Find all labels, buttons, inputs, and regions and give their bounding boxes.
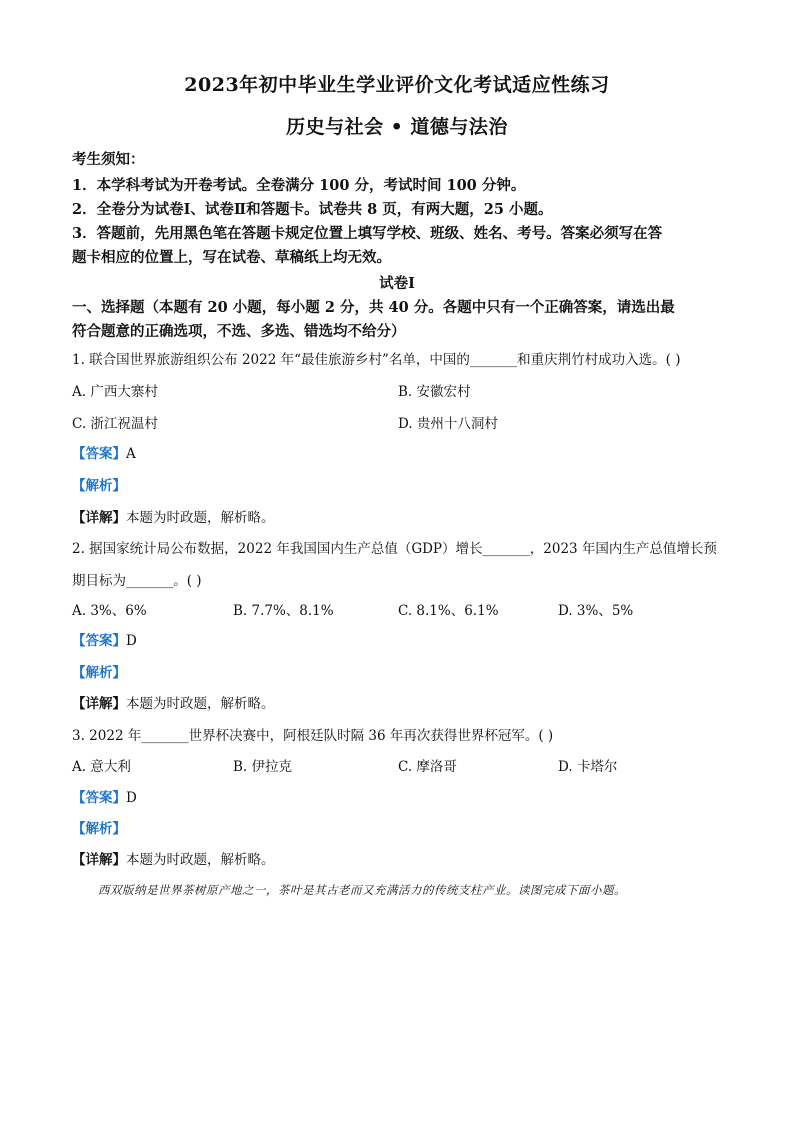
q1-option-b: B. 安徽宏村 xyxy=(398,384,471,400)
q3-detail xyxy=(72,848,275,868)
notice-item-2: 2．全卷分为试卷Ⅰ、试卷Ⅱ和答题卡。试卷共 8 页，有两大题，25 小题。 xyxy=(72,201,553,218)
q3-option-c: C. 摩洛哥 xyxy=(398,759,457,775)
exam-title: 2023年初中毕业生学业评价文化考试适应性练习 xyxy=(184,74,610,96)
q2-answer-label: 【答案】 xyxy=(72,633,126,649)
q2-option-b: B. 7.7%、8.1% xyxy=(233,603,334,619)
q2-option-c: C. 8.1%、6.1% xyxy=(398,603,499,619)
q2-answer xyxy=(72,629,137,649)
q3-option-d: D. 卡塔尔 xyxy=(558,759,618,775)
q1-answer-value: A xyxy=(126,446,136,462)
q3-analysis xyxy=(72,817,126,837)
q3-analysis-label: 【解析】 xyxy=(72,821,126,837)
notice-item-3-cont: 题卡相应的位置上，写在试卷、草稿纸上均无效。 xyxy=(72,249,391,266)
q2-stem-line1: 2. 据国家统计局公布数据，2022 年我国国内生产总值（GDP）增长_______，2023 年国内生产总值增长预 xyxy=(72,541,717,557)
part-heading-2: 符合题意的正确选项，不选、多选、错选均不给分） xyxy=(72,323,406,340)
notice-item-1: 1．本学科考试为开卷考试。全卷满分 100 分，考试时间 100 分钟。 xyxy=(72,177,526,194)
q2-detail xyxy=(72,692,275,712)
q1-analysis-label: 【解析】 xyxy=(72,478,126,494)
material-note: 西双版纳是世界茶树原产地之一，茶叶是其古老而又充满活力的传统支柱产业。读图完成下面小题。 xyxy=(98,883,626,897)
q3-stem: 3. 2022 年_______世界杯决赛中，阿根廷队时隔 36 年再次获得世界杯冠军。( ) xyxy=(72,728,554,744)
q1-detail-label: 【详解】 xyxy=(72,510,126,526)
q1-analysis xyxy=(72,474,126,494)
q3-answer xyxy=(72,786,137,806)
q2-detail-text: 本题为时政题，解析略。 xyxy=(126,696,275,712)
q2-option-d: D. 3%、5% xyxy=(558,603,634,619)
q1-answer xyxy=(72,442,136,462)
notice-heading: 考生须知： xyxy=(72,151,145,168)
notice-item-3: 3．答题前，先用黑色笔在答题卡规定位置上填写学校、班级、姓名、考号。答案必须写在答 xyxy=(72,225,663,242)
q2-stem-line2: 期目标为_______。( ) xyxy=(72,573,202,589)
q1-detail xyxy=(72,506,275,526)
q2-analysis xyxy=(72,661,126,681)
q3-detail-label: 【详解】 xyxy=(72,852,126,868)
exam-subject: 历史与社会 • 道德与法治 xyxy=(286,116,508,138)
q1-option-c: C. 浙江祝温村 xyxy=(72,416,158,432)
q1-detail-text: 本题为时政题，解析略。 xyxy=(126,510,275,526)
part-heading-1: 一、选择题（本题有 20 小题，每小题 2 分，共 40 分。各题中只有一个正确答案，请选出最 xyxy=(72,299,675,316)
q3-detail-text: 本题为时政题，解析略。 xyxy=(126,852,275,868)
paper-label: 试卷Ⅰ xyxy=(379,275,415,292)
q1-answer-label: 【答案】 xyxy=(72,446,126,462)
q2-analysis-label: 【解析】 xyxy=(72,665,126,681)
q1-stem: 1. 联合国世界旅游组织公布 2022 年“最佳旅游乡村”名单，中国的_______和重庆荆竹村成功入选。( ) xyxy=(72,352,681,368)
q3-answer-value: D xyxy=(126,790,137,806)
q1-option-a: A. 广西大寨村 xyxy=(72,384,158,400)
q3-option-a: A. 意大利 xyxy=(72,759,131,775)
q2-option-a: A. 3%、6% xyxy=(72,603,147,619)
q1-option-d: D. 贵州十八洞村 xyxy=(398,416,498,432)
q2-answer-value: D xyxy=(126,633,137,649)
q2-detail-label: 【详解】 xyxy=(72,696,126,712)
q3-option-b: B. 伊拉克 xyxy=(233,759,293,775)
q3-answer-label: 【答案】 xyxy=(72,790,126,806)
